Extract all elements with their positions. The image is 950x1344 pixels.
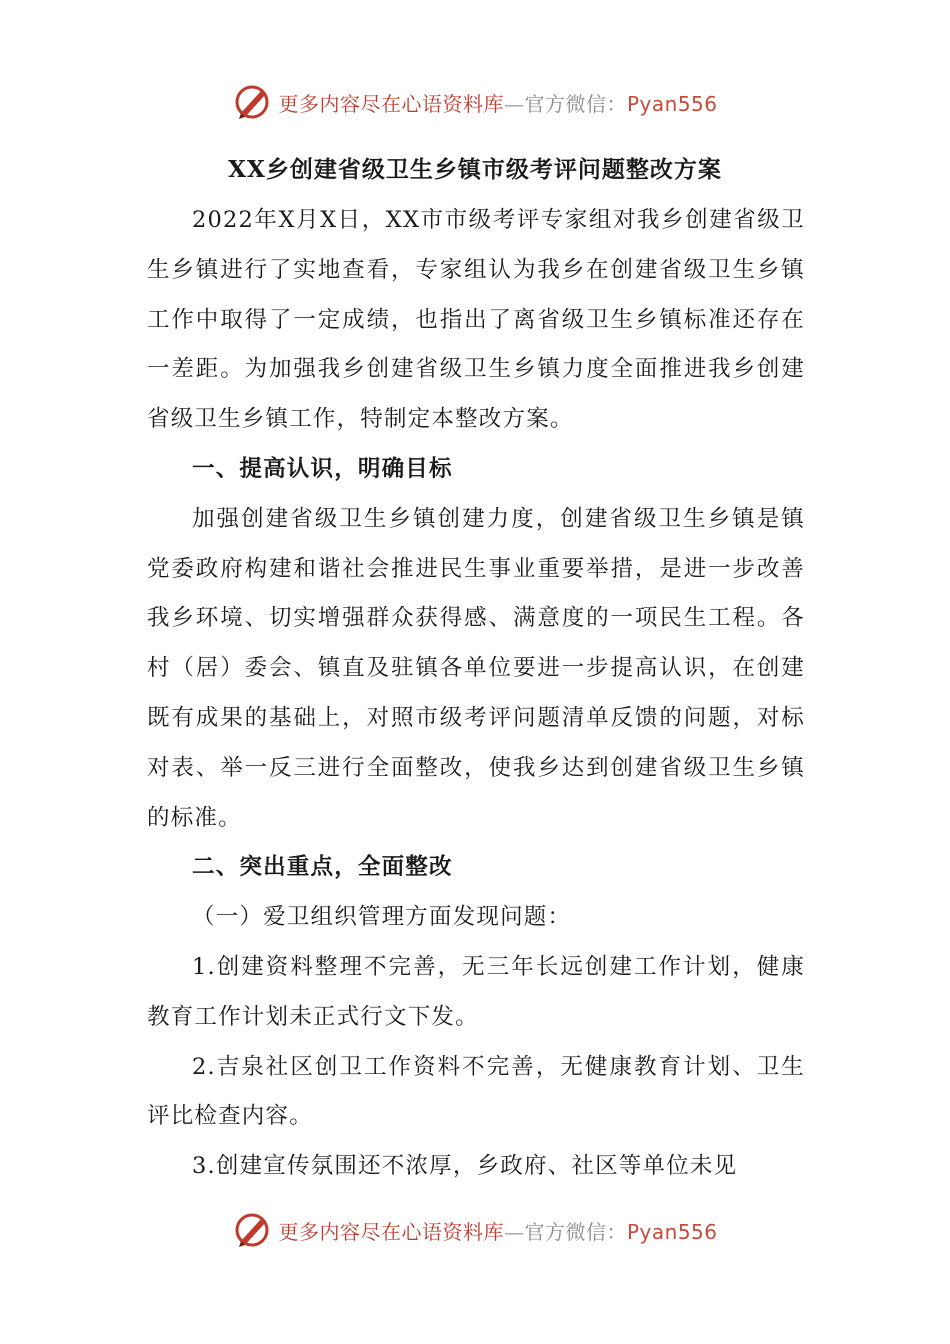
list-item-3: 3.创建宣传氛围还不浓厚，乡政府、社区等单位未见 [192,1153,738,1180]
banner-text [278,88,717,117]
banner-separator: — [503,91,525,116]
section-heading-1: 一、提高认识，明确目标 [192,455,453,482]
banner-separator: — [503,1219,525,1244]
banner-wechat-id: Pyan556 [626,1219,718,1244]
page-title: XX乡创建省级卫生乡镇市级考评问题整改方案 [228,156,722,183]
paragraph-intro: 2022年X月X日，XX市市级考评专家组对我乡创建省级卫生乡镇进行了实地查看，专家组认为我乡在创建省级卫生乡镇工作中取得了一定成绩，也指出了离省级卫生乡镇标准还存在一差距。为加强我乡创建省级卫生乡镇力度全面推进我乡创建省级卫生乡镇工作，特制定本整改方案。 [147,207,805,433]
banner-wechat-id: Pyan556 [626,91,718,116]
document-body [147,196,805,1192]
banner-text [278,1216,717,1245]
banner-wechat-label: 官方微信： [524,91,627,116]
section-heading-2: 二、突出重点，全面整改 [192,854,453,881]
footer-banner [0,1208,950,1252]
pen-circle-logo-icon [232,82,272,122]
list-item-1: 1.创建资料整理不完善，无三年长远创建工作计划，健康教育工作计划未正式行文下发。 [147,953,805,1030]
pen-circle-logo-icon [232,1210,272,1250]
subsection-heading-1: （一）爱卫组织管理方面发现问题： [192,904,572,931]
banner-wechat-label: 官方微信： [524,1219,627,1244]
banner-brand: 更多内容尽在心语资料库 [278,1219,504,1244]
paragraph-section-1: 加强创建省级卫生乡镇创建力度，创建省级卫生乡镇是镇党委政府构建和谐社会推进民生事业重要举措，是进一步改善我乡环境、切实增强群众获得感、满意度的一项民生工程。各村（居）委会、镇直及驻镇各单位要进一步提高认识，在创建既有成果的基础上，对照市级考评问题清单反馈的问题，对标对表、举一反三进行全面整改，使我乡达到创建省级卫生乡镇的标准。 [147,505,805,831]
header-banner [0,80,950,124]
list-item-2: 2.吉泉社区创卫工作资料不完善，无健康教育计划、卫生评比检查内容。 [147,1053,805,1130]
banner-brand: 更多内容尽在心语资料库 [278,91,504,116]
